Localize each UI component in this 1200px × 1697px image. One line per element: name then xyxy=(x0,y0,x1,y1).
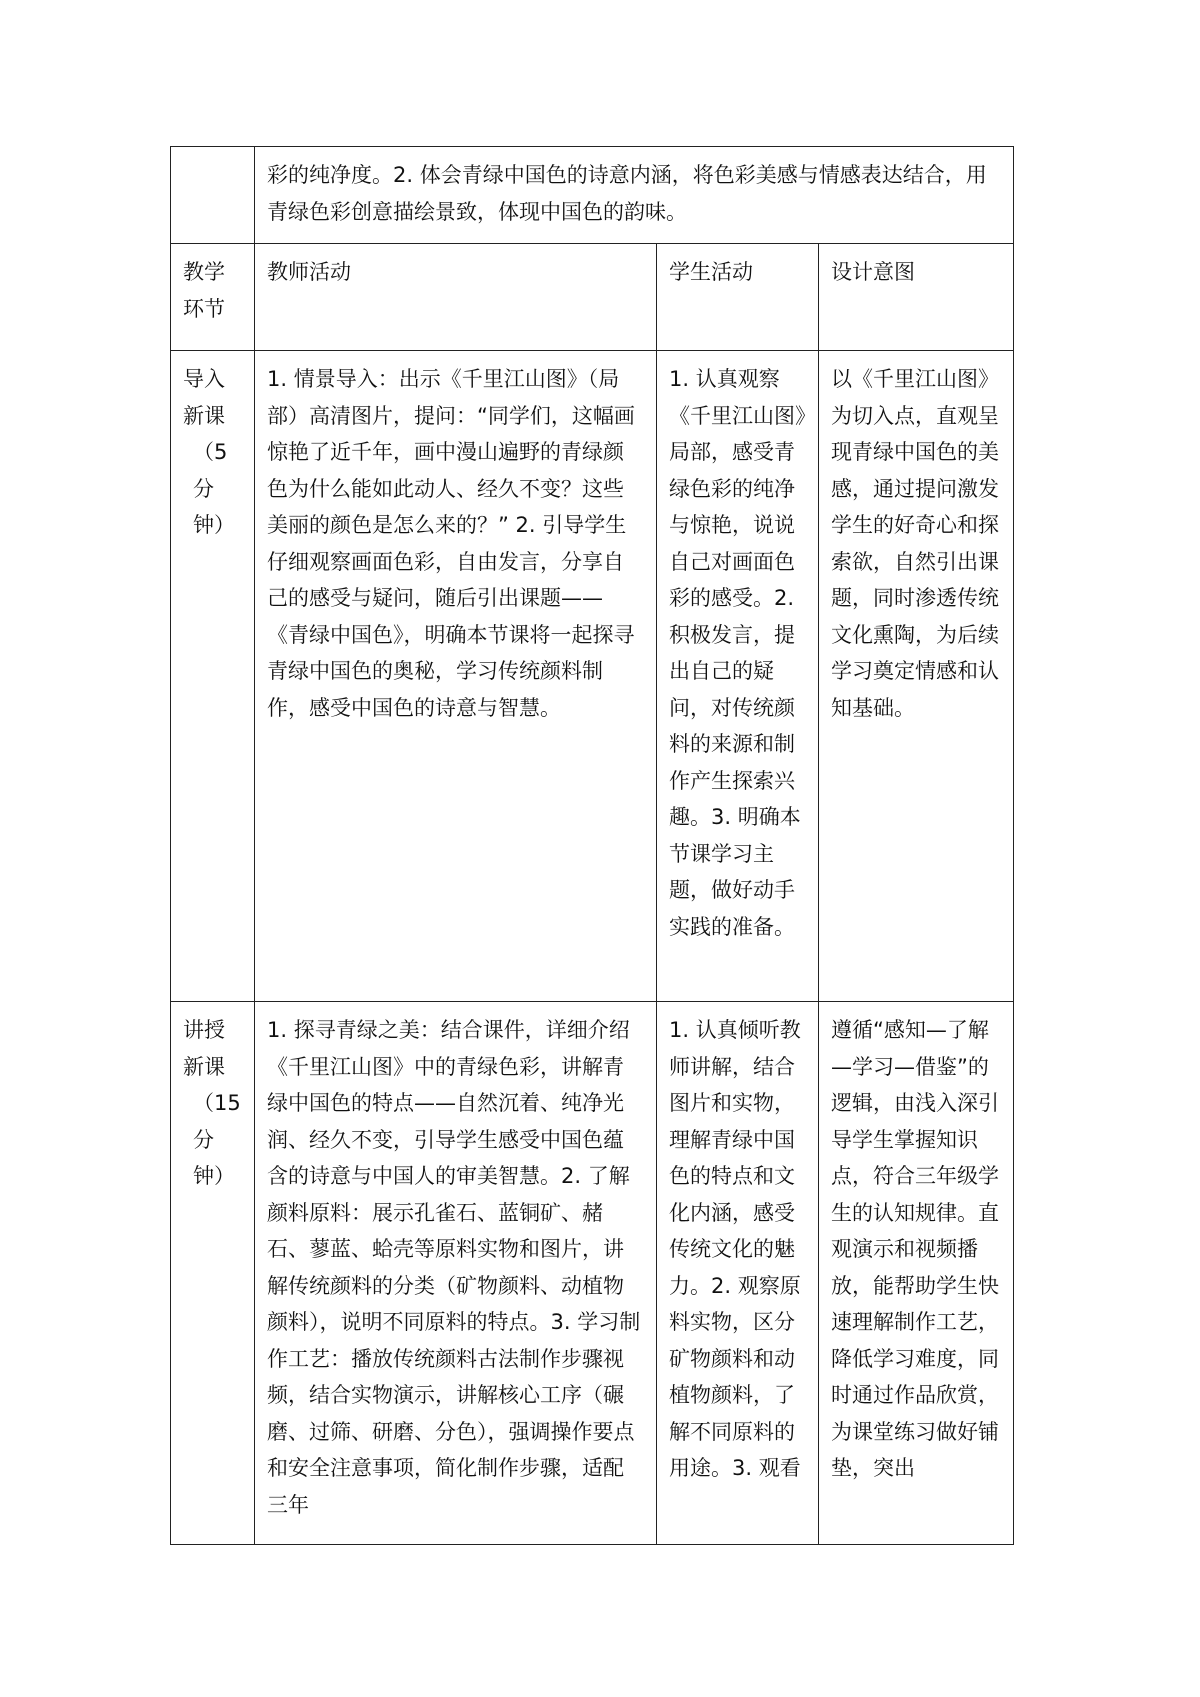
design-intent-cell: 遵循“感知—了解—学习—借鉴”的逻辑，由浅入深引导学生掌握知识点，符合三年级学生的认知规律。直观演示和视频播放，能帮助学生快速理解制作工艺，降低学习难度，同时通过作品欣赏，为课堂练习做好铺垫，突出 xyxy=(819,1002,1014,1545)
table-row-teaching xyxy=(171,1002,1014,1545)
stage-name: 导入新课 xyxy=(183,367,225,428)
stage-cell xyxy=(171,351,255,1002)
table-header-row xyxy=(171,244,1014,351)
teacher-activity-cell: 1. 探寻青绿之美：结合课件，详细介绍《千里江山图》中的青绿色彩，讲解青绿中国色的特点——自然沉着、纯净光润、经久不变，引导学生感受中国色蕴含的诗意与中国人的审美智慧。2. 了解颜料原料：展示孔雀石、蓝铜矿、赭石、蓼蓝、蛤壳等原料实物和图片，讲解传统颜料的分类（矿物颜料、动植物颜料），说明不同原料的特点。3. 学习制作工艺：播放传统颜料古法制作步骤视频，结合实物演示，讲解核心工序（碾磨、过筛、研磨、分色），强调操作要点和安全注意事项，简化制作步骤，适配三年 xyxy=(255,1002,657,1545)
stage-time: （5分钟） xyxy=(193,440,235,537)
lesson-plan-table xyxy=(170,146,1014,1545)
empty-cell xyxy=(171,147,255,244)
stage-name: 讲授新课 xyxy=(183,1018,225,1079)
stage-time: （15分钟） xyxy=(193,1091,241,1188)
header-student-activity: 学生活动 xyxy=(657,244,819,351)
objectives-continuation-row xyxy=(171,147,1014,244)
objectives-continuation-text: 彩的纯净度。2. 体会青绿中国色的诗意内涵，将色彩美感与情感表达结合，用青绿色彩创意描绘景致，体现中国色的韵味。 xyxy=(255,147,1014,244)
table-row-intro xyxy=(171,351,1014,1002)
header-stage: 教学环节 xyxy=(171,244,255,351)
student-activity-cell: 1. 认真观察《千里江山图》局部，感受青绿色彩的纯净与惊艳，说说自己对画面色彩的感受。2. 积极发言，提出自己的疑问，对传统颜料的来源和制作产生探索兴趣。3. 明确本节课学习主题，做好动手实践的准备。 xyxy=(657,351,819,1002)
header-teacher-activity: 教师活动 xyxy=(255,244,657,351)
teacher-activity-cell: 1. 情景导入：出示《千里江山图》（局部）高清图片，提问：“同学们，这幅画惊艳了近千年，画中漫山遍野的青绿颜色为什么能如此动人、经久不变？这些美丽的颜色是怎么来的？” 2. 引导学生仔细观察画面色彩，自由发言，分享自己的感受与疑问，随后引出课题——《青绿中国色》，明确本节课将一起探寻青绿中国色的奥秘，学习传统颜料制作，感受中国色的诗意与智慧。 xyxy=(255,351,657,1002)
student-activity-cell: 1. 认真倾听教师讲解，结合图片和实物，理解青绿中国色的特点和文化内涵，感受传统文化的魅力。2. 观察原料实物，区分矿物颜料和动植物颜料，了解不同原料的用途。3. 观看 xyxy=(657,1002,819,1545)
design-intent-cell: 以《千里江山图》为切入点，直观呈现青绿中国色的美感，通过提问激发学生的好奇心和探索欲，自然引出课题，同时渗透传统文化熏陶，为后续学习奠定情感和认知基础。 xyxy=(819,351,1014,1002)
stage-cell xyxy=(171,1002,255,1545)
header-design-intent: 设计意图 xyxy=(819,244,1014,351)
